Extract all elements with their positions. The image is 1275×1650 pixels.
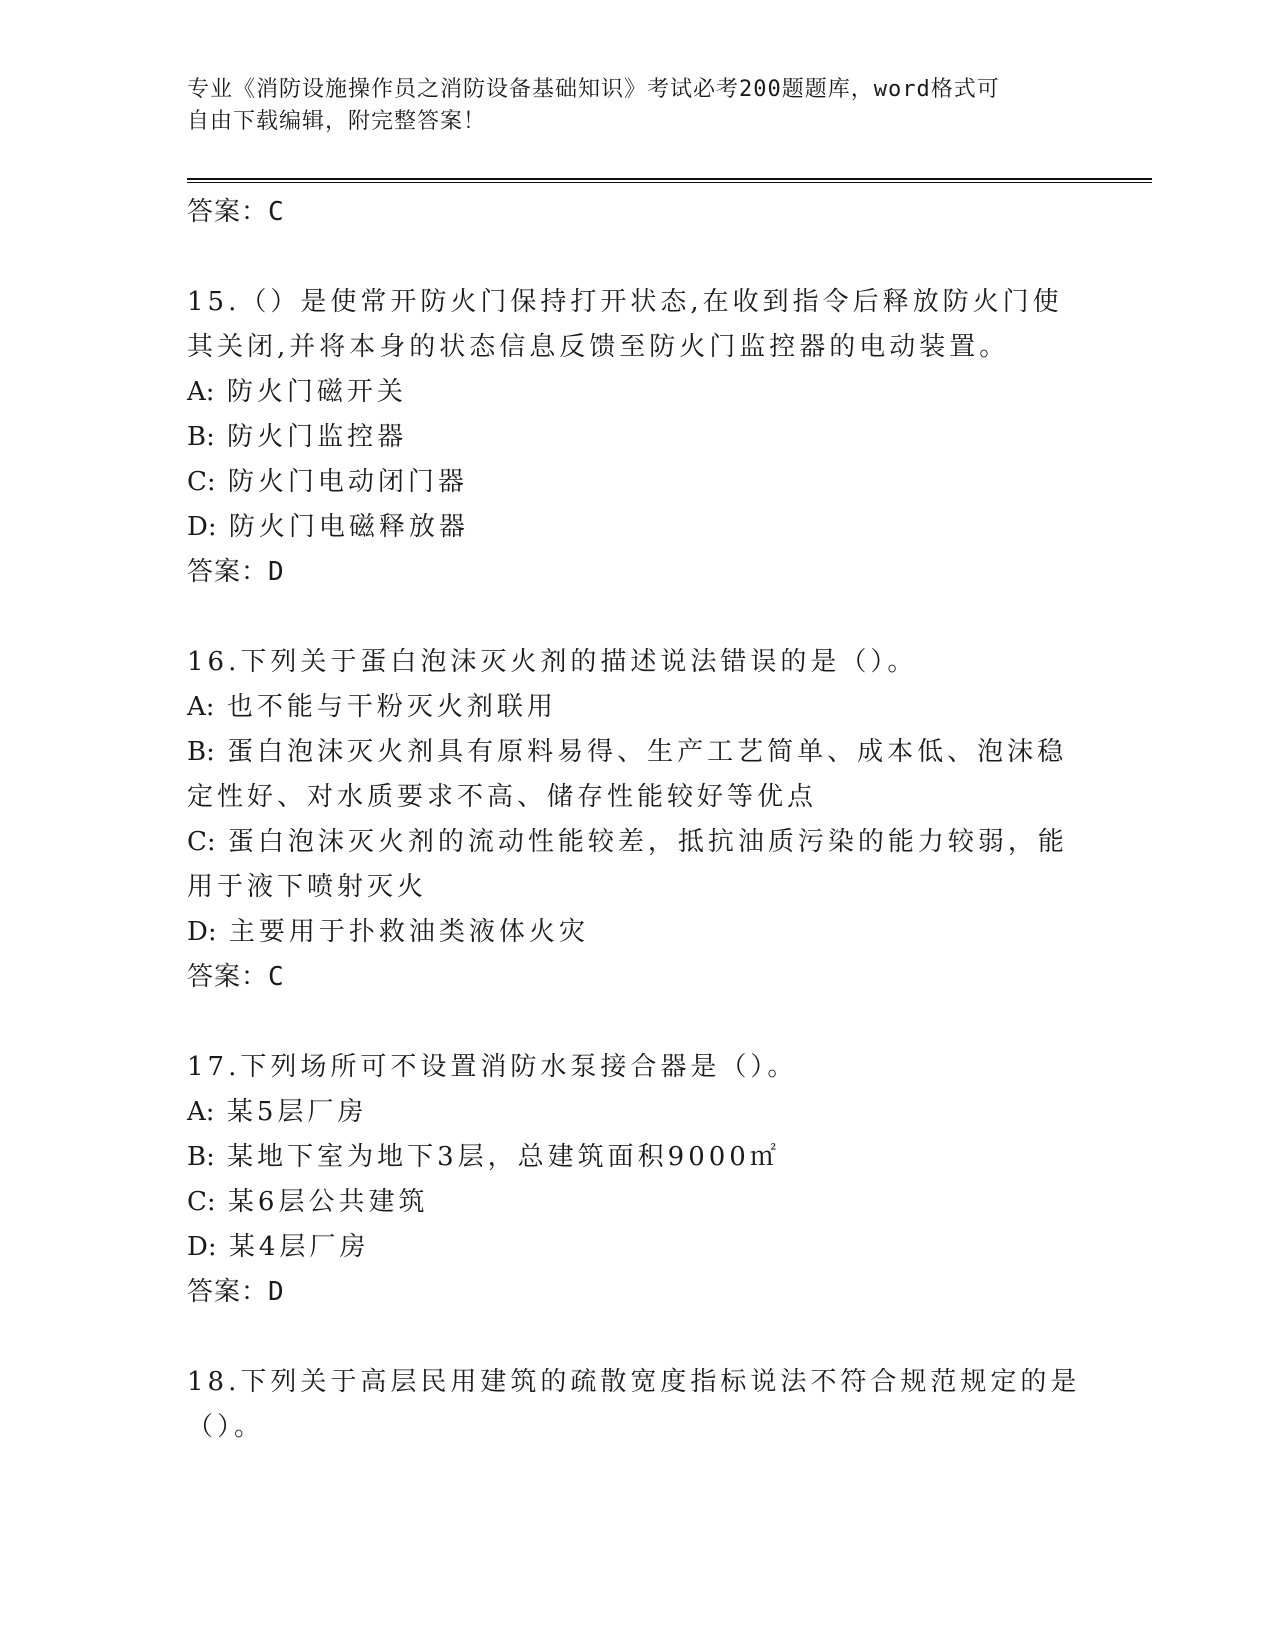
header-rule-thin bbox=[187, 182, 1152, 183]
option-letter: B: bbox=[187, 1142, 215, 1172]
header-line-1: 专业《消防设施操作员之消防设备基础知识》考试必考200题题库，word格式可 bbox=[187, 77, 1000, 102]
answer-label: 答案： bbox=[187, 197, 269, 227]
answer-line bbox=[187, 1270, 1087, 1314]
option-c bbox=[187, 1180, 1087, 1225]
option-d bbox=[187, 910, 1087, 955]
option-text: 防火门电动闭门器 bbox=[227, 467, 468, 497]
option-letter: D: bbox=[187, 1232, 217, 1262]
question-stem: 18.下列关于高层民用建筑的疏散宽度指标说法不符合规范规定的是（）。 bbox=[187, 1367, 1081, 1442]
option-text: 蛋白泡沫灭火剂具有原料易得、生产工艺简单、成本低、泡沫稳定性好、对水质要求不高、储存性能较好等优点 bbox=[187, 737, 1068, 812]
option-letter: A: bbox=[187, 692, 215, 722]
option-c bbox=[187, 820, 1087, 910]
header-line-2: 自由下载编辑，附完整答案！ bbox=[187, 109, 487, 134]
option-text: 防火门电磁释放器 bbox=[228, 512, 469, 542]
option-a bbox=[187, 1090, 1087, 1135]
option-a bbox=[187, 370, 1087, 415]
option-letter: B: bbox=[187, 422, 215, 452]
answer-value: D bbox=[268, 1277, 285, 1307]
option-letter: C: bbox=[187, 827, 216, 857]
answer-label: 答案： bbox=[187, 962, 269, 992]
answer-value: C bbox=[268, 962, 285, 992]
option-letter: D: bbox=[187, 512, 217, 542]
answer-value: D bbox=[268, 557, 285, 587]
option-letter: C: bbox=[187, 1187, 216, 1217]
option-d bbox=[187, 505, 1087, 550]
question-stem: 17.下列场所可不设置消防水泵接合器是（）。 bbox=[187, 1052, 798, 1082]
option-letter: C: bbox=[187, 467, 216, 497]
option-text: 某6层公共建筑 bbox=[227, 1187, 429, 1217]
option-letter: B: bbox=[187, 737, 215, 767]
option-letter: D: bbox=[187, 917, 217, 947]
option-text: 蛋白泡沫灭火剂的流动性能较差，抵抗油质污染的能力较弱，能用于液下喷射灭火 bbox=[187, 827, 1068, 902]
option-b bbox=[187, 1135, 1087, 1180]
option-a bbox=[187, 685, 1087, 730]
question-stem: 15.（）是使常开防火门保持打开状态,在收到指令后释放防火门使其关闭,并将本身的状态信息反馈至防火门监控器的电动装置。 bbox=[187, 287, 1063, 362]
option-text: 某地下室为地下3层，总建筑面积9000㎡ bbox=[227, 1142, 780, 1172]
page-header bbox=[187, 74, 1067, 138]
question-stem: 16.下列关于蛋白泡沫灭火剂的描述说法错误的是（）。 bbox=[187, 647, 918, 677]
option-text: 某4层厂房 bbox=[228, 1232, 370, 1262]
option-letter: A: bbox=[187, 377, 215, 407]
option-c bbox=[187, 460, 1087, 505]
option-d bbox=[187, 1225, 1087, 1270]
option-b bbox=[187, 730, 1087, 820]
document-body bbox=[187, 190, 1087, 1450]
answer-label: 答案： bbox=[187, 1277, 269, 1307]
option-text: 防火门磁开关 bbox=[226, 377, 407, 407]
answer-value: C bbox=[268, 197, 285, 227]
option-text: 主要用于扑救油类液体火灾 bbox=[228, 917, 589, 947]
option-text: 也不能与干粉灭火剂联用 bbox=[226, 692, 557, 722]
header-rule-thick bbox=[187, 178, 1152, 180]
option-b bbox=[187, 415, 1087, 460]
option-letter: A: bbox=[187, 1097, 215, 1127]
option-text: 防火门监控器 bbox=[227, 422, 408, 452]
answer-line bbox=[187, 955, 1087, 999]
answer-line bbox=[187, 550, 1087, 594]
answer-line bbox=[187, 190, 1087, 234]
answer-label: 答案： bbox=[187, 557, 269, 587]
option-text: 某5层厂房 bbox=[226, 1097, 368, 1127]
